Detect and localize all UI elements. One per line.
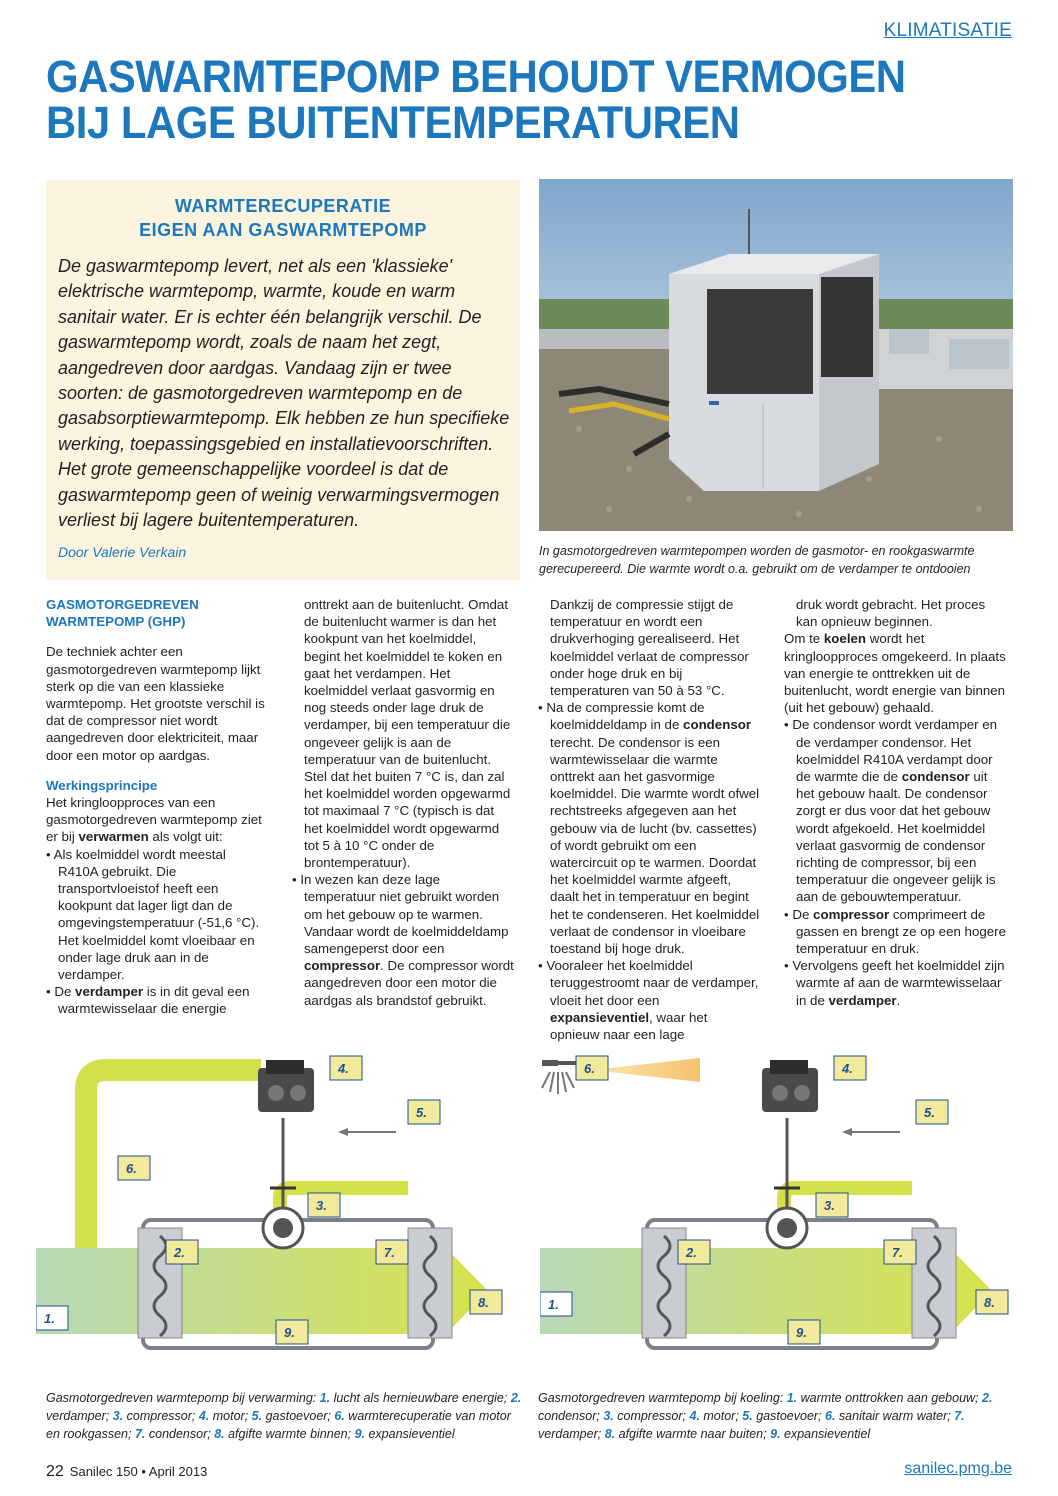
paragraph: Dankzij de compressie stijgt de temperatuur en wordt een drukverhoging gerealiseerd. Het koelmiddel verlaat de compressor onder hoge druk en bij temperaturen van 50 à 53 °C.	[550, 597, 749, 699]
caption-text: condensor;	[145, 1427, 215, 1441]
text-run: Het kringloopproces van een gasmotorgedreven warmtepomp ziet er bij	[46, 795, 262, 845]
text-run: • De condensor wordt verdamper en de verdamper condensor. Het koelmiddel R410A verdampt door de warmte die de	[784, 717, 998, 785]
article-column-3	[538, 596, 760, 1043]
caption-number: 1.	[319, 1391, 331, 1405]
diagram-caption-heating	[46, 1389, 526, 1443]
caption-text: compressor;	[123, 1409, 199, 1423]
paragraph: De techniek achter een gasmotorgedreven warmtepomp lijkt sterk op die van een klassieke warmtepomp. Het grootste verschil is dat de compressor niet wordt aangedreven door elektriciteit, maar door een motor op aardgas.	[46, 644, 265, 763]
caption-number: 4.	[198, 1409, 210, 1423]
bold-term: condensor	[683, 717, 752, 733]
caption-text: gastoevoer;	[752, 1409, 825, 1423]
caption-number: 5.	[742, 1409, 753, 1423]
list-item	[784, 906, 1006, 958]
caption-number: 2.	[510, 1391, 522, 1405]
caption-text: afgifte warmte naar buiten;	[615, 1427, 771, 1441]
section-heading: GASMOTORGEDREVEN WARMTEPOMP (GHP)	[46, 597, 199, 630]
shower-icon	[542, 1060, 580, 1094]
motor-icon	[762, 1060, 818, 1112]
diagram-label: 2.	[174, 1245, 185, 1260]
intro-title-line-1: WARMTERECUPERATIE	[174, 196, 392, 216]
list-item: • Als koelmiddel wordt meestal R410A gebruikt. Die transportvloeistof heeft een kookpunt dat lager ligt dan de omgevingstemperatuur (-51,6 °C). Het koelmiddel komt vloeibaar en onder lage druk aan in de verdamper.	[46, 846, 260, 983]
text-run: uit het gebouw haalt. De condensor zorgt er dus voor dat het gebouw wordt afgekoeld. Het koelmiddel verlaat gasvormig de condensor richting de compressor, bij een temperatuur die ongeveer gelijk is aan de gebouwtemperatuur.	[796, 769, 996, 905]
bold-term: verdamper	[75, 984, 144, 1000]
section-tag[interactable]: KLIMATISATIE	[883, 20, 1012, 41]
caption-text: afgifte warmte binnen;	[224, 1427, 355, 1441]
text-run: • Vervolgens geeft het koelmiddel zijn warmte af aan de warmtewisselaar in de	[784, 958, 1005, 1008]
list-item	[292, 871, 514, 1009]
diagram-label: 7.	[384, 1245, 395, 1260]
caption-number: 8.	[604, 1427, 616, 1441]
diagram-cooling	[540, 1048, 1010, 1368]
caption-number: 8.	[214, 1427, 225, 1441]
text-run: , waar het opnieuw naar een lage	[550, 1009, 708, 1043]
photo-caption: In gasmotorgedreven warmtepompen worden de gasmotor- en rookgaswarmte gerecupereerd. Die warmte wordt o.a. gebruikt om de verdamper te ontdooien	[539, 544, 975, 576]
article-column-1	[46, 596, 268, 1018]
caption-number: 9.	[770, 1427, 781, 1441]
intro-box	[46, 180, 520, 580]
bold-term: compressor	[813, 906, 890, 922]
diagram-label: 9.	[796, 1325, 807, 1340]
diagram-label: 4.	[842, 1061, 853, 1076]
list-item	[784, 716, 1006, 905]
caption-number: 4.	[689, 1409, 700, 1423]
paragraph	[46, 794, 268, 846]
caption-text: motor;	[699, 1409, 743, 1423]
caption-text: verdamper;	[46, 1409, 113, 1423]
text-run: terecht. De condensor is een warmtewisselaar die warmte onttrekt aan het gasvormige koelmiddel. Die warmte wordt ofwel rechtstreeks afgegeven aan het gebouw via de lucht (bv. cassettes) of wordt gebruikt om een watercircuit op te warmen. Doordat het koelmiddel warmte afgeeft, daalt het in temperatuur en begint het te condenseren. Het koelmiddel verlaat de condensor in vloeibare toestand bij hoge druk.	[550, 734, 760, 957]
caption-text: motor;	[209, 1409, 252, 1423]
caption-text: sanitair warm water;	[835, 1409, 955, 1423]
text-run: Om te	[784, 631, 824, 647]
caption-intro: Gasmotorgedreven warmtepomp bij verwarming:	[46, 1391, 320, 1405]
caption-number: 1.	[786, 1391, 798, 1405]
caption-number: 7.	[134, 1427, 146, 1441]
list-item	[784, 957, 1006, 1009]
text-run: comprimeert de gassen en brengt ze op een hogere temperatuur en druk.	[796, 906, 1006, 957]
text-run: als volgt uit:	[148, 829, 223, 845]
diagram-label: 2.	[686, 1245, 697, 1260]
text-run: • De	[46, 984, 76, 1000]
caption-number: 6.	[825, 1409, 836, 1423]
subheading: Werkingsprincipe	[46, 777, 158, 793]
diagram-heating	[36, 1048, 506, 1368]
caption-text: expansieventiel	[780, 1427, 871, 1441]
caption-text: lucht als hernieuwbare energie;	[330, 1391, 511, 1405]
diagram-label: 8.	[984, 1295, 995, 1310]
title-line-2: BIJ LAGE BUITENTEMPERATUREN	[46, 97, 740, 148]
bold-term: verwarmen	[78, 829, 149, 845]
article-column-4	[784, 596, 1006, 1009]
list-item	[538, 699, 760, 957]
caption-number: 3.	[112, 1409, 124, 1423]
caption-number: 5.	[251, 1409, 263, 1423]
page-number: 22	[46, 1463, 64, 1480]
bold-term: verdamper	[828, 992, 897, 1008]
intro-text: De gaswarmtepomp levert, net als een 'klassieke' elektrische warmtepomp, warmte, koude en warm sanitair water. Er is echter één belangrijk verschil. De gaswarmtepomp wordt, zoals de naam het zegt, aangedreven door aardgas. Vandaag zijn er twee soorten: de gasmotorgedreven warmtepomp en de gasabsorptiewarmtepomp. Elk hebben ze hun specifieke werking, toepassingsgebied en installatievoorschriften. Het grote gemeenschappelijke voordeel is dat de gaswarmtepomp geen of weinig verwarmingsvermogen verliest bij lagere buitentemperaturen.	[58, 256, 510, 531]
byline: Door Valerie Verkain	[58, 544, 187, 560]
text-run: • Vooraleer het koelmiddel teruggestroomt naar de verdamper, vloeit het door een	[538, 958, 759, 1008]
caption-text: verdamper;	[538, 1427, 605, 1441]
bold-term: compressor	[304, 958, 381, 974]
diagram-label: 3.	[316, 1198, 327, 1213]
paragraph	[784, 630, 1006, 716]
paragraph: druk wordt gebracht. Het proces kan opnieuw beginnen.	[796, 597, 986, 630]
diagram-label: 4.	[338, 1061, 349, 1076]
diagram-label: 6.	[126, 1161, 137, 1176]
list-item	[538, 957, 760, 1043]
text-run: • In wezen kan deze lage temperatuur niet gebruikt worden om het gebouw op te warmen. Vandaar wordt de koelmiddeldamp samengeperst door een	[292, 872, 509, 957]
caption-text: warmterecuperatie van motor en rookgassen;	[46, 1409, 511, 1441]
diagram-label: 3.	[824, 1198, 835, 1213]
text-run: is in dit geval een warmtewisselaar die energie	[58, 984, 250, 1017]
publication-info: Sanilec 150 • April 2013	[69, 1464, 208, 1479]
diagram-label: 7.	[892, 1245, 903, 1260]
website-link[interactable]: sanilec.pmg.be	[904, 1460, 1012, 1477]
caption-text: condensor;	[538, 1409, 604, 1423]
text-run: • Na de compressie komt de koelmiddeldamp in de	[538, 700, 705, 733]
caption-intro: Gasmotorgedreven warmtepomp bij koeling:	[538, 1391, 787, 1405]
caption-text: warmte onttrokken aan gebouw;	[797, 1391, 982, 1405]
text-run: • De	[784, 906, 814, 922]
caption-number: 3.	[603, 1409, 614, 1423]
diagram-label: 6.	[584, 1061, 595, 1076]
intro-title-line-2: EIGEN AAN GASWARMTEPOMP	[139, 220, 427, 240]
diagram-caption-cooling	[538, 1389, 1018, 1443]
bold-term: koelen	[823, 631, 867, 647]
heat-pump-photo	[539, 179, 1013, 531]
diagram-label: 1.	[44, 1311, 55, 1326]
list-item	[46, 983, 268, 1017]
motor-icon	[258, 1060, 314, 1112]
article-column-2	[292, 596, 514, 1009]
bold-term: condensor	[901, 769, 970, 785]
caption-text: gastoevoer;	[262, 1409, 335, 1423]
caption-number: 9.	[354, 1427, 365, 1441]
text-run: wordt het kringloopproces omgekeerd. In plaats van energie te onttrekken uit de buitenlucht, wordt energie van binnen (uit het gebouw) gehaald.	[784, 631, 1006, 716]
bold-term: expansieventiel	[550, 1009, 650, 1025]
diagram-label: 9.	[284, 1325, 295, 1340]
caption-text: expansieventiel	[365, 1427, 455, 1441]
caption-text: compressor;	[613, 1409, 690, 1423]
diagram-label: 5.	[924, 1105, 935, 1120]
footer-left	[46, 1463, 207, 1481]
caption-number: 2.	[982, 1391, 993, 1405]
title-line-1: GASWARMTEPOMP BEHOUDT VERMOGEN	[46, 51, 906, 102]
paragraph: onttrekt aan de buitenlucht. Omdat de buitenlucht warmer is dan het kookpunt van het koelmiddel, begint het koelmiddel te koken en gaat het verdampen. Het koelmiddel verlaat gasvormig en nog steeds onder lage druk de verdamper, bij een temperatuur die ongeveer gelijk is aan de temperatuur van de buitenlucht. Stel dat het buiten 7 °C is, dan zal het koelmiddel worden opgewarmd tot maximaal 7 °C (typisch is dat het koelmiddel wordt opgewarmd tot 5 à 10 °C onder de brontemperatuur).	[304, 597, 511, 871]
intro-title	[46, 194, 520, 242]
diagram-label: 1.	[548, 1297, 559, 1312]
page-title	[46, 51, 957, 148]
diagram-label: 8.	[478, 1295, 489, 1310]
text-run: .	[896, 992, 901, 1008]
diagram-label: 5.	[416, 1105, 427, 1120]
caption-number: 6.	[334, 1409, 345, 1423]
text-run: . De compressor wordt aangedreven door een motor die aardgas als brandstof gebruikt.	[304, 958, 514, 1008]
caption-number: 7.	[954, 1409, 965, 1423]
